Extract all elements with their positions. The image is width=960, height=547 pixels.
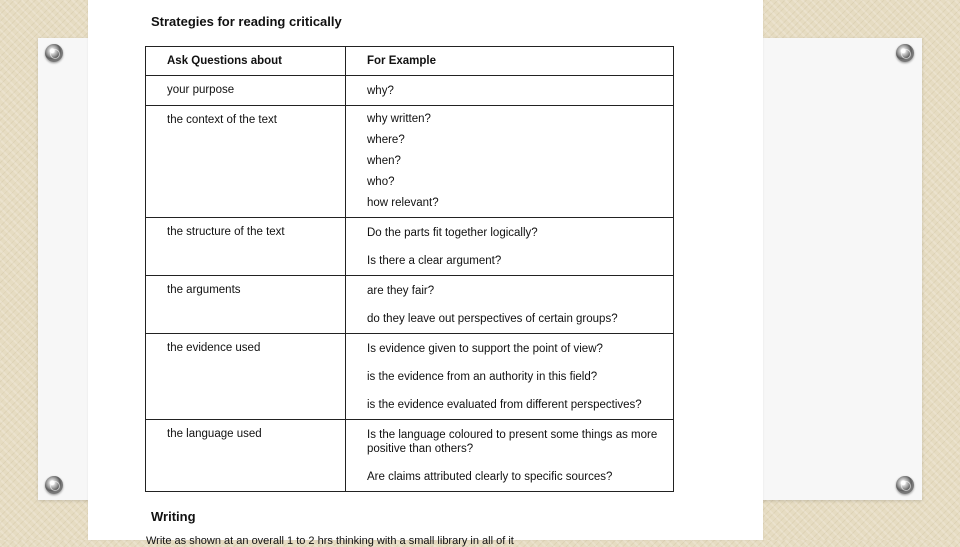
- example-text: Is the language coloured to present some things as more positive than others?: [367, 429, 658, 455]
- pin-bottom-right-icon: [896, 476, 914, 494]
- table-row: [146, 420, 674, 492]
- strategies-table: [145, 46, 674, 492]
- example-text: is the evidence evaluated from different perspectives?: [367, 399, 642, 411]
- pin-bottom-left-icon: [45, 476, 63, 494]
- table-row: [146, 106, 674, 218]
- column-header-questions: Ask Questions about: [146, 47, 346, 76]
- question-cell: the context of the text: [146, 106, 346, 218]
- example-text: Are claims attributed clearly to specific sources?: [367, 471, 613, 483]
- example-text: are they fair?: [367, 285, 435, 297]
- example-cell: [346, 218, 674, 276]
- table-row: [146, 76, 674, 106]
- question-cell: your purpose: [146, 76, 346, 106]
- pin-top-left-icon: [45, 44, 63, 62]
- example-text: who?: [367, 176, 395, 188]
- document-title: Strategies for reading critically: [151, 14, 342, 29]
- example-cell: [346, 76, 674, 106]
- table-row: [146, 276, 674, 334]
- example-text: do they leave out perspectives of certain groups?: [367, 313, 618, 325]
- example-text: is the evidence from an authority in this field?: [367, 371, 598, 383]
- example-text: when?: [367, 155, 401, 167]
- table-row: [146, 334, 674, 420]
- example-cell: [346, 106, 674, 218]
- example-text: Is evidence given to support the point of view?: [367, 343, 603, 355]
- table-row: [146, 218, 674, 276]
- question-cell: the evidence used: [146, 334, 346, 420]
- table-header-row: [146, 47, 674, 76]
- cut-off-paragraph: Write as shown at an overall 1 to 2 hrs thinking with a small library in all of it: [146, 535, 514, 547]
- column-header-examples: For Example: [346, 47, 674, 76]
- question-cell: the language used: [146, 420, 346, 492]
- question-cell: the arguments: [146, 276, 346, 334]
- example-text: Is there a clear argument?: [367, 255, 502, 267]
- example-text: Do the parts fit together logically?: [367, 227, 538, 239]
- document-page: [88, 0, 763, 547]
- example-cell: [346, 276, 674, 334]
- example-text: where?: [367, 134, 405, 146]
- example-cell: [346, 420, 674, 492]
- pin-top-right-icon: [896, 44, 914, 62]
- example-text: how relevant?: [367, 197, 439, 209]
- example-cell: [346, 334, 674, 420]
- example-text: why written?: [367, 113, 431, 125]
- writing-heading: Writing: [151, 509, 196, 524]
- question-cell: the structure of the text: [146, 218, 346, 276]
- example-text: why?: [367, 85, 394, 97]
